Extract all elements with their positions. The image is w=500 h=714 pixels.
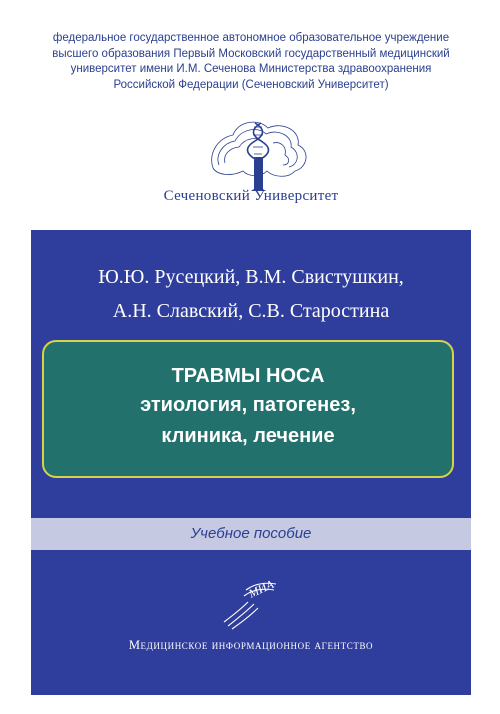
- tree-dna-icon: [203, 113, 313, 193]
- institution-line: высшего образования Первый Московский государственный медицинский: [52, 47, 450, 60]
- institution-line: университет имени И.М. Сеченова Министерства здравоохранения: [70, 63, 432, 75]
- institution-line: федеральное государственное автономное образовательное учреждение: [52, 32, 450, 44]
- cover-blue-panel: [31, 230, 471, 695]
- institution-text: [31, 31, 471, 93]
- authors-line: А.Н. Славский, С.В. Старостина: [112, 300, 390, 322]
- book-type-band: Учебное пособие: [31, 518, 471, 550]
- book-cover: [31, 23, 471, 695]
- mia-logo-icon: [218, 572, 284, 630]
- university-name: Сеченовский Университет: [163, 188, 339, 204]
- book-subtitle-line: клиника, лечение: [161, 425, 335, 447]
- mia-logo-text: МИА: [246, 577, 276, 601]
- institution-line: Российской Федерации (Сеченовский Университет): [113, 78, 389, 91]
- publisher-name-text: Медицинское информационное агентство: [128, 638, 374, 652]
- book-subtitle-line: этиология, патогенез,: [140, 394, 356, 416]
- publisher-name: [31, 638, 471, 653]
- book-title: ТРАВМЫ НОСА: [171, 365, 325, 387]
- authors: [31, 260, 471, 328]
- title-box: [42, 340, 454, 478]
- authors-line: Ю.Ю. Русецкий, В.М. Свистушкин,: [98, 266, 404, 288]
